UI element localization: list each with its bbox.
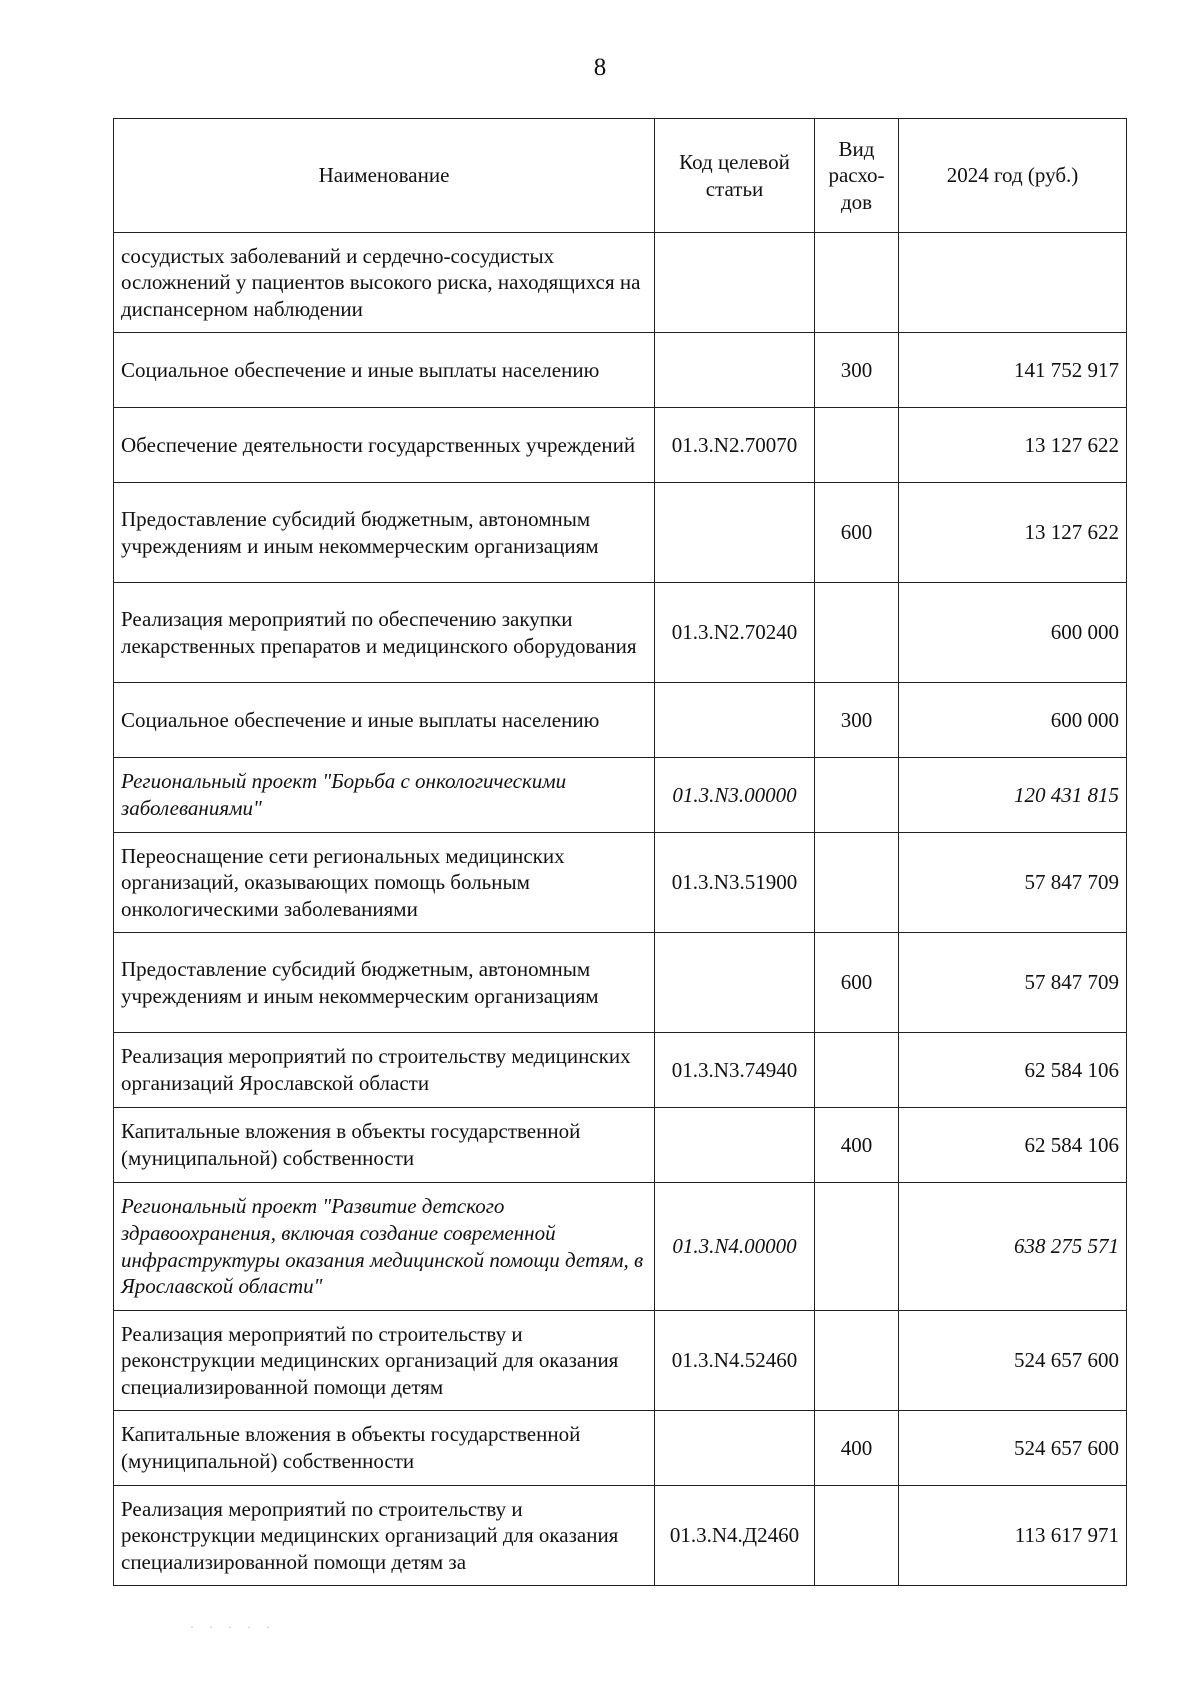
- table-body: [114, 233, 1127, 1586]
- cell-kind: 300: [815, 333, 899, 408]
- cell-amount: 524 657 600: [899, 1311, 1127, 1411]
- table-row: [114, 333, 1127, 408]
- cell-amount: 600 000: [899, 583, 1127, 683]
- cell-code: [655, 483, 815, 583]
- cell-kind: 600: [815, 483, 899, 583]
- table-row: [114, 1311, 1127, 1411]
- table-row: [114, 933, 1127, 1033]
- cell-code: 01.3.N4.00000: [655, 1183, 815, 1311]
- cell-code: [655, 333, 815, 408]
- cell-amount: 62 584 106: [899, 1108, 1127, 1183]
- cell-amount: 62 584 106: [899, 1033, 1127, 1108]
- table-row: [114, 1183, 1127, 1311]
- cell-name: Предоставление субсидий бюджетным, автономным учреждениям и иным некоммерческим организациям: [114, 933, 655, 1033]
- cell-kind: 600: [815, 933, 899, 1033]
- cell-kind: [815, 1183, 899, 1311]
- cell-code: [655, 1108, 815, 1183]
- cell-amount: 13 127 622: [899, 483, 1127, 583]
- table-row: [114, 483, 1127, 583]
- cell-kind: [815, 408, 899, 483]
- cell-code: 01.3.N2.70240: [655, 583, 815, 683]
- table-row: [114, 683, 1127, 758]
- cell-kind: [815, 233, 899, 333]
- cell-name: Реализация мероприятий по строительству и реконструкции медицинских организаций для оказания специализированной помощи детям за: [114, 1486, 655, 1586]
- cell-name: Капитальные вложения в объекты государственной (муниципальной) собственности: [114, 1411, 655, 1486]
- cell-name: Социальное обеспечение и иные выплаты населению: [114, 683, 655, 758]
- cell-amount: [899, 233, 1127, 333]
- cell-amount: 57 847 709: [899, 833, 1127, 933]
- cell-kind: [815, 833, 899, 933]
- table-row: [114, 1033, 1127, 1108]
- cell-kind: 300: [815, 683, 899, 758]
- cell-kind: [815, 758, 899, 833]
- cell-name: Социальное обеспечение и иные выплаты населению: [114, 333, 655, 408]
- header-code: Код целевой статьи: [655, 119, 815, 233]
- cell-kind: [815, 583, 899, 683]
- cell-amount: 141 752 917: [899, 333, 1127, 408]
- cell-code: [655, 233, 815, 333]
- table-row: [114, 1411, 1127, 1486]
- cell-kind: 400: [815, 1108, 899, 1183]
- cell-code: 01.3.N4.Д2460: [655, 1486, 815, 1586]
- cell-name: Реализация мероприятий по обеспечению закупки лекарственных препаратов и медицинского оборудования: [114, 583, 655, 683]
- cell-name: Переоснащение сети региональных медицинских организаций, оказывающих помощь больным онкологическими заболеваниями: [114, 833, 655, 933]
- cell-amount: 638 275 571: [899, 1183, 1127, 1311]
- page-number: 8: [593, 54, 607, 81]
- cell-name: Обеспечение деятельности государственных учреждений: [114, 408, 655, 483]
- table-row: [114, 833, 1127, 933]
- budget-table: [113, 118, 1127, 1586]
- cell-code: 01.3.N3.00000: [655, 758, 815, 833]
- cell-code: [655, 1411, 815, 1486]
- cell-amount: 120 431 815: [899, 758, 1127, 833]
- cell-kind: 400: [815, 1411, 899, 1486]
- cell-amount: 13 127 622: [899, 408, 1127, 483]
- cell-name: Региональный проект "Борьба с онкологическими заболеваниями": [114, 758, 655, 833]
- cell-name: Предоставление субсидий бюджетным, автономным учреждениям и иным некоммерческим организациям: [114, 483, 655, 583]
- cell-code: 01.3.N2.70070: [655, 408, 815, 483]
- table-row: [114, 1486, 1127, 1586]
- cell-amount: 57 847 709: [899, 933, 1127, 1033]
- cell-name: Региональный проект "Развитие детского здравоохранения, включая создание современной инфраструктуры оказания медицинской помощи детям, в Ярославской области": [114, 1183, 655, 1311]
- table-row: [114, 408, 1127, 483]
- table-row: [114, 1108, 1127, 1183]
- cell-name: сосудистых заболеваний и сердечно-сосудистых осложнений у пациентов высокого риска, находящихся на диспансерном наблюдении: [114, 233, 655, 333]
- cell-name: Капитальные вложения в объекты государственной (муниципальной) собственности: [114, 1108, 655, 1183]
- cell-kind: [815, 1033, 899, 1108]
- header-name: Наименование: [114, 119, 655, 233]
- table-header-row: [114, 119, 1127, 233]
- cell-amount: 113 617 971: [899, 1486, 1127, 1586]
- cell-code: [655, 683, 815, 758]
- table-row: [114, 758, 1127, 833]
- scan-artifact: · · · · ·: [190, 1620, 276, 1634]
- table-row: [114, 583, 1127, 683]
- cell-code: [655, 933, 815, 1033]
- cell-kind: [815, 1486, 899, 1586]
- cell-name: Реализация мероприятий по строительству медицинских организаций Ярославской области: [114, 1033, 655, 1108]
- table-row: [114, 233, 1127, 333]
- cell-code: 01.3.N3.74940: [655, 1033, 815, 1108]
- cell-amount: 524 657 600: [899, 1411, 1127, 1486]
- cell-name: Реализация мероприятий по строительству и реконструкции медицинских организаций для оказания специализированной помощи детям: [114, 1311, 655, 1411]
- cell-code: 01.3.N3.51900: [655, 833, 815, 933]
- cell-amount: 600 000: [899, 683, 1127, 758]
- cell-kind: [815, 1311, 899, 1411]
- cell-code: 01.3.N4.52460: [655, 1311, 815, 1411]
- header-kind: Вид расхо-дов: [815, 119, 899, 233]
- header-amount: 2024 год (руб.): [899, 119, 1127, 233]
